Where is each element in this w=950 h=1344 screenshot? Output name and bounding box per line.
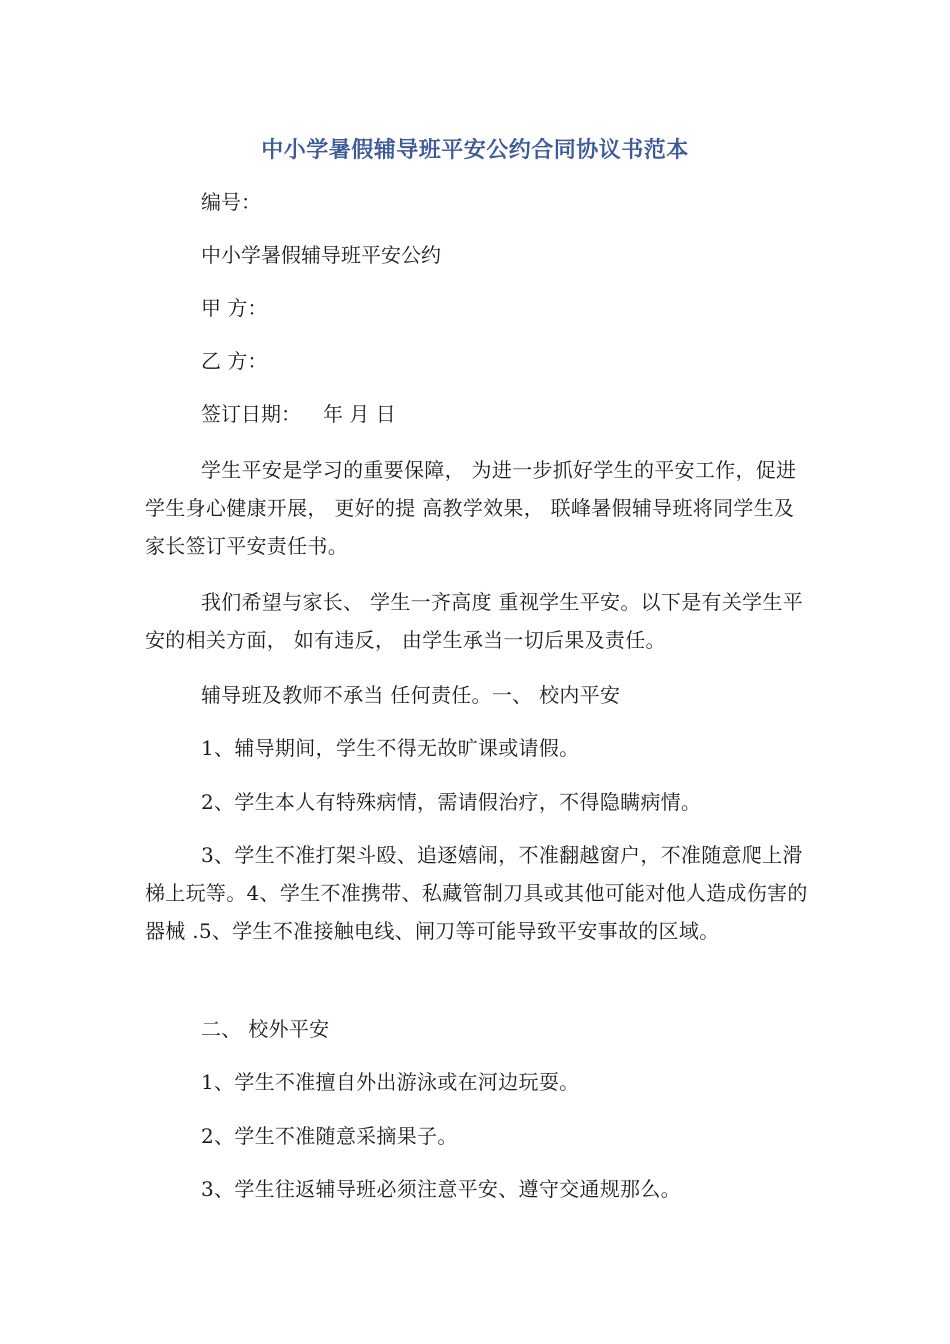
- sign-date-label: 签订日期：: [201, 402, 301, 426]
- sign-date-value: 年 月 日: [323, 402, 396, 426]
- party-b: 乙 方：: [201, 349, 268, 373]
- document-title: 中小学暑假辅导班平安公约合同协议书范本: [261, 138, 689, 163]
- rule-item-1: 1、辅导期间，学生不得无故旷课或请假。: [201, 736, 580, 760]
- sign-date: [201, 398, 396, 430]
- paragraph-disclaimer: 辅导班及教师不承当 任何责任。一、 校内平安: [201, 683, 621, 707]
- number-label: 编号：: [201, 190, 261, 214]
- subtitle: 中小学暑假辅导班平安公约: [201, 243, 441, 267]
- outside-rule-3: 3、学生往返辅导班必须注意平安、遵守交通规那么。: [201, 1177, 681, 1201]
- paragraph-hope: 我们希望与家长、 学生一齐高度 重视学生平安。以下是有关学生平安的相关方面， 如有违反， 由学生承当一切后果及责任。: [145, 590, 804, 652]
- outside-rule-2: 2、学生不准随意采摘果子。: [201, 1124, 458, 1148]
- paragraph-intro: 学生平安是学习的重要保障， 为进一步抓好学生的平安工作，促进学生身心健康开展， 更好的提 高教学效果， 联峰暑假辅导班将同学生及家长签订平安责任书。: [145, 458, 797, 558]
- rule-item-2: 2、学生本人有特殊病情，需请假治疗，不得隐瞒病情。: [201, 790, 702, 814]
- party-a: 甲 方：: [201, 296, 268, 320]
- outside-rule-1: 1、学生不准擅自外出游泳或在河边玩耍。: [201, 1070, 580, 1094]
- rule-item-3: 3、学生不准打架斗殴、追逐嬉闹，不准翻越窗户，不准随意爬上滑梯上玩等。4、学生不准携带、私藏管制刀具或其他可能对他人造成伤害的器械 .5、学生不准接触电线、闸刀等可能导致平安事故的区域。: [145, 843, 808, 943]
- section-2-heading: 二、 校外平安: [201, 1017, 330, 1041]
